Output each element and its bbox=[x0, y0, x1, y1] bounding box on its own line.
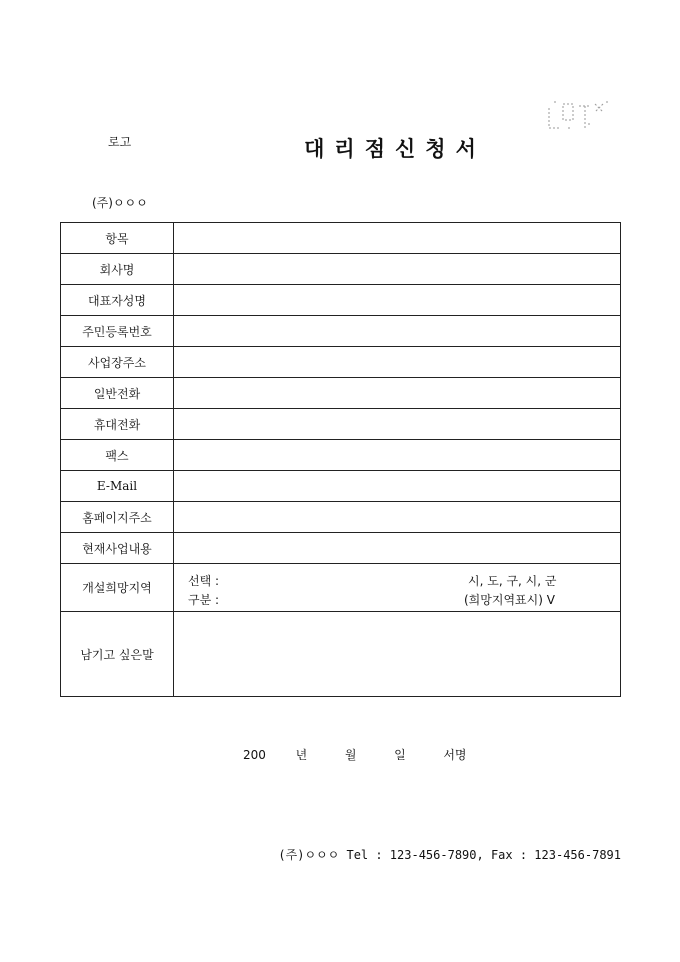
email-field[interactable] bbox=[174, 471, 621, 502]
row-label: 개설희망지역 bbox=[61, 564, 174, 612]
message-field[interactable] bbox=[174, 612, 621, 697]
message-row bbox=[61, 612, 621, 697]
row-value-field[interactable] bbox=[174, 223, 621, 254]
region-hint-text: (희망지역표시) V bbox=[464, 593, 555, 607]
form-row bbox=[61, 502, 621, 533]
row-label: 휴대전화 bbox=[61, 409, 174, 440]
row-label: 주민등록번호 bbox=[61, 316, 174, 347]
row-label: 항목 bbox=[61, 223, 174, 254]
region-select-label: 선택 : bbox=[188, 574, 220, 588]
mobile-phone-field[interactable] bbox=[174, 409, 621, 440]
row-label: 홈페이지주소 bbox=[61, 502, 174, 533]
date-signature-line bbox=[243, 746, 467, 763]
row-label: 일반전화 bbox=[61, 378, 174, 409]
form-row bbox=[61, 347, 621, 378]
year-unit: 년 bbox=[295, 748, 308, 762]
logo-placeholder-label: 로고 bbox=[108, 135, 132, 149]
row-label: 팩스 bbox=[61, 440, 174, 471]
current-business-field[interactable] bbox=[174, 533, 621, 564]
resident-number-field[interactable] bbox=[174, 316, 621, 347]
landline-phone-field[interactable] bbox=[174, 378, 621, 409]
region-category-label: 구분 : bbox=[188, 593, 220, 607]
application-form-table bbox=[60, 222, 621, 697]
row-label: 회사명 bbox=[61, 254, 174, 285]
region-field[interactable] bbox=[174, 564, 621, 612]
signature-label: 서명 bbox=[443, 748, 467, 762]
month-unit: 월 bbox=[344, 748, 357, 762]
day-unit: 일 bbox=[394, 748, 406, 762]
fax-field[interactable] bbox=[174, 440, 621, 471]
form-row bbox=[61, 378, 621, 409]
row-label: 현재사업내용 bbox=[61, 533, 174, 564]
form-row bbox=[61, 254, 621, 285]
row-label: 남기고 싶은말 bbox=[61, 612, 174, 697]
row-label: 대표자성명 bbox=[61, 285, 174, 316]
page-title: 대리점신청서 bbox=[304, 136, 486, 161]
business-address-field[interactable] bbox=[174, 347, 621, 378]
form-row bbox=[61, 533, 621, 564]
form-row bbox=[61, 285, 621, 316]
stamp-mark-icon bbox=[543, 98, 613, 136]
row-label: 사업장주소 bbox=[61, 347, 174, 378]
form-row bbox=[61, 409, 621, 440]
form-row bbox=[61, 223, 621, 254]
region-options-text: 시, 도, 구, 시, 군 bbox=[468, 574, 557, 588]
form-row bbox=[61, 471, 621, 502]
year-value: 200 bbox=[243, 748, 266, 762]
representative-name-field[interactable] bbox=[174, 285, 621, 316]
contact-info: (주)ㅇㅇㅇ Tel : 123-456-7890, Fax : 123-456-7891 bbox=[278, 848, 621, 862]
company-name: (주)ㅇㅇㅇ bbox=[92, 196, 148, 210]
row-label: E-Mail bbox=[61, 471, 174, 502]
form-row bbox=[61, 316, 621, 347]
region-row bbox=[61, 564, 621, 612]
homepage-field[interactable] bbox=[174, 502, 621, 533]
company-name-field[interactable] bbox=[174, 254, 621, 285]
form-row bbox=[61, 440, 621, 471]
